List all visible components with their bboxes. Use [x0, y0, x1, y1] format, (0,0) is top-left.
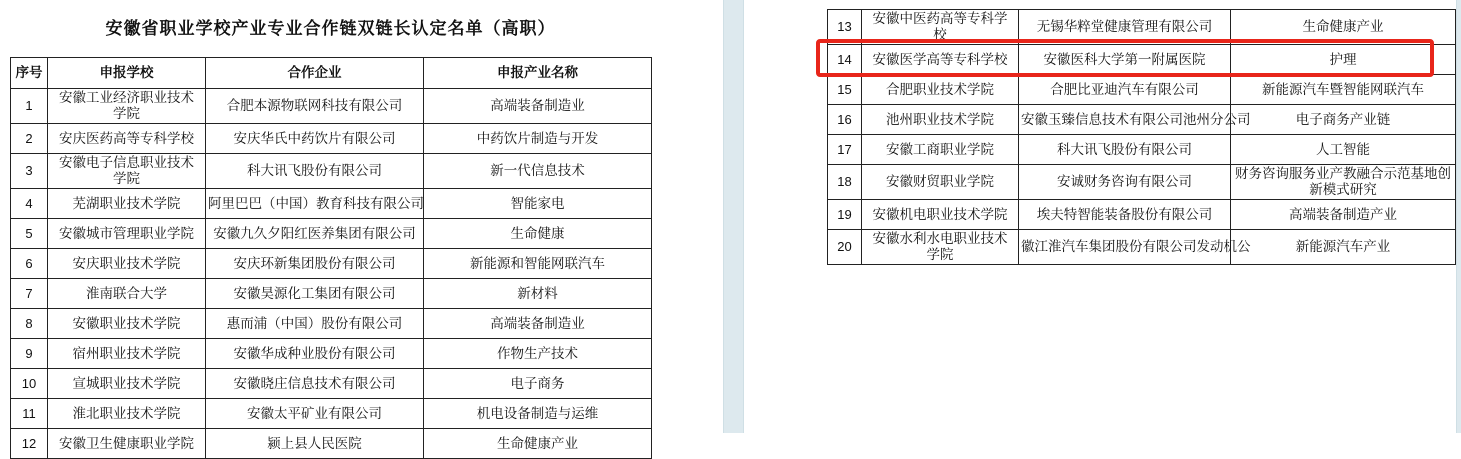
table-row [828, 230, 1456, 265]
table-cell: 财务咨询服务业产教融合示范基地创新模式研究 [1231, 165, 1456, 200]
table-cell: 电子商务产业链 [1231, 105, 1456, 135]
table-row [11, 219, 652, 249]
table-cell: 安徽九久夕阳红医养集团有限公司 [206, 219, 424, 249]
header-row [11, 58, 652, 89]
table-cell: 新材料 [424, 279, 652, 309]
table-cell: 安徽昊源化工集团有限公司 [206, 279, 424, 309]
table-cell: 徽江淮汽车集团股份有限公司发动机公 [1019, 230, 1231, 265]
table-cell: 6 [11, 249, 48, 279]
table-cell: 17 [828, 135, 862, 165]
table-cell: 安徽医科大学第一附属医院 [1019, 45, 1231, 75]
table-cell: 电子商务 [424, 369, 652, 399]
table-cell: 安诚财务咨询有限公司 [1019, 165, 1231, 200]
table-cell: 2 [11, 124, 48, 154]
table-cell: 颍上县人民医院 [206, 429, 424, 459]
table-row [828, 75, 1456, 105]
table-cell: 新能源和智能网联汽车 [424, 249, 652, 279]
table-row [828, 45, 1456, 75]
table-cell: 护理 [1231, 45, 1456, 75]
table-header [11, 58, 652, 89]
table-cell: 池州职业技术学院 [862, 105, 1019, 135]
table-row [11, 339, 652, 369]
table-cell: 生命健康 [424, 219, 652, 249]
table-row [828, 10, 1456, 45]
table-cell: 安庆华氏中药饮片有限公司 [206, 124, 424, 154]
table-cell: 宣城职业技术学院 [48, 369, 206, 399]
table-cell: 新能源汽车暨智能网联汽车 [1231, 75, 1456, 105]
table-cell: 7 [11, 279, 48, 309]
page-edge-right [1456, 0, 1461, 433]
table-cell: 生命健康产业 [1231, 10, 1456, 45]
table-cell: 人工智能 [1231, 135, 1456, 165]
table-cell: 新能源汽车产业 [1231, 230, 1456, 265]
table-cell: 高端装备制造业 [424, 89, 652, 124]
table-cell: 安庆职业技术学院 [48, 249, 206, 279]
column-header-company: 合作企业 [206, 58, 424, 89]
table-cell: 科大讯飞股份有限公司 [206, 154, 424, 189]
table-cell: 安徽水利水电职业技术学院 [862, 230, 1019, 265]
table-cell: 淮北职业技术学院 [48, 399, 206, 429]
table-cell: 新一代信息技术 [424, 154, 652, 189]
column-header-industry: 申报产业名称 [424, 58, 652, 89]
table-cell: 8 [11, 309, 48, 339]
table-cell: 中药饮片制造与开发 [424, 124, 652, 154]
table-cell: 安徽电子信息职业技术学院 [48, 154, 206, 189]
table-cell: 作物生产技术 [424, 339, 652, 369]
table-row [828, 105, 1456, 135]
table-row [11, 369, 652, 399]
table-cell: 科大讯飞股份有限公司 [1019, 135, 1231, 165]
table-cell: 1 [11, 89, 48, 124]
right-table [827, 9, 1456, 265]
table-cell: 安徽机电职业技术学院 [862, 200, 1019, 230]
table-cell: 安徽玉臻信息技术有限公司池州分公司 [1019, 105, 1231, 135]
table-cell: 10 [11, 369, 48, 399]
table-cell: 安徽工商职业学院 [862, 135, 1019, 165]
table-cell: 安徽卫生健康职业学院 [48, 429, 206, 459]
table-cell: 安徽华成种业股份有限公司 [206, 339, 424, 369]
table-cell: 3 [11, 154, 48, 189]
table-cell: 安庆医药高等专科学校 [48, 124, 206, 154]
table-row [11, 89, 652, 124]
table-cell: 9 [11, 339, 48, 369]
table-row [11, 249, 652, 279]
table-row [828, 165, 1456, 200]
table-cell: 安徽城市管理职业学院 [48, 219, 206, 249]
table-row [11, 309, 652, 339]
table-row [11, 154, 652, 189]
right-table-body [828, 10, 1456, 265]
table-cell: 13 [828, 10, 862, 45]
table-cell: 惠而浦（中国）股份有限公司 [206, 309, 424, 339]
table-cell: 埃夫特智能装备股份有限公司 [1019, 200, 1231, 230]
table-cell: 安徽工业经济职业技术学院 [48, 89, 206, 124]
table-cell: 12 [11, 429, 48, 459]
table-cell: 安庆环新集团股份有限公司 [206, 249, 424, 279]
left-table [10, 57, 652, 459]
table-cell: 16 [828, 105, 862, 135]
table-cell: 无锡华粹堂健康管理有限公司 [1019, 10, 1231, 45]
table-cell: 18 [828, 165, 862, 200]
table-cell: 宿州职业技术学院 [48, 339, 206, 369]
table-row [11, 399, 652, 429]
document-title: 安徽省职业学校产业专业合作链双链长认定名单（高职） [105, 19, 556, 38]
table-cell: 合肥本源物联网科技有限公司 [206, 89, 424, 124]
table-cell: 高端装备制造产业 [1231, 200, 1456, 230]
table-cell: 机电设备制造与运维 [424, 399, 652, 429]
table-cell: 安徽晓庄信息技术有限公司 [206, 369, 424, 399]
table-cell: 安徽职业技术学院 [48, 309, 206, 339]
table-cell: 4 [11, 189, 48, 219]
table-cell: 14 [828, 45, 862, 75]
table-cell: 智能家电 [424, 189, 652, 219]
table-row [11, 429, 652, 459]
table-row [11, 189, 652, 219]
table-cell: 生命健康产业 [424, 429, 652, 459]
table-cell: 安徽太平矿业有限公司 [206, 399, 424, 429]
table-cell: 11 [11, 399, 48, 429]
table-cell: 20 [828, 230, 862, 265]
table-row [11, 279, 652, 309]
table-cell: 芜湖职业技术学院 [48, 189, 206, 219]
table-cell: 安徽中医药高等专科学校 [862, 10, 1019, 45]
table-cell: 19 [828, 200, 862, 230]
table-row [828, 135, 1456, 165]
column-header-school: 申报学校 [48, 58, 206, 89]
table-cell: 淮南联合大学 [48, 279, 206, 309]
table-row [11, 124, 652, 154]
table-row [828, 200, 1456, 230]
table-cell: 安徽医学高等专科学校 [862, 45, 1019, 75]
left-table-body [11, 89, 652, 459]
table-cell: 5 [11, 219, 48, 249]
table-cell: 安徽财贸职业学院 [862, 165, 1019, 200]
table-cell: 高端装备制造业 [424, 309, 652, 339]
table-cell: 15 [828, 75, 862, 105]
table-cell: 合肥职业技术学院 [862, 75, 1019, 105]
column-header-index: 序号 [11, 58, 48, 89]
table-cell: 阿里巴巴（中国）教育科技有限公司 [206, 189, 424, 219]
table-cell: 合肥比亚迪汽车有限公司 [1019, 75, 1231, 105]
page-gap-divider [723, 0, 744, 433]
